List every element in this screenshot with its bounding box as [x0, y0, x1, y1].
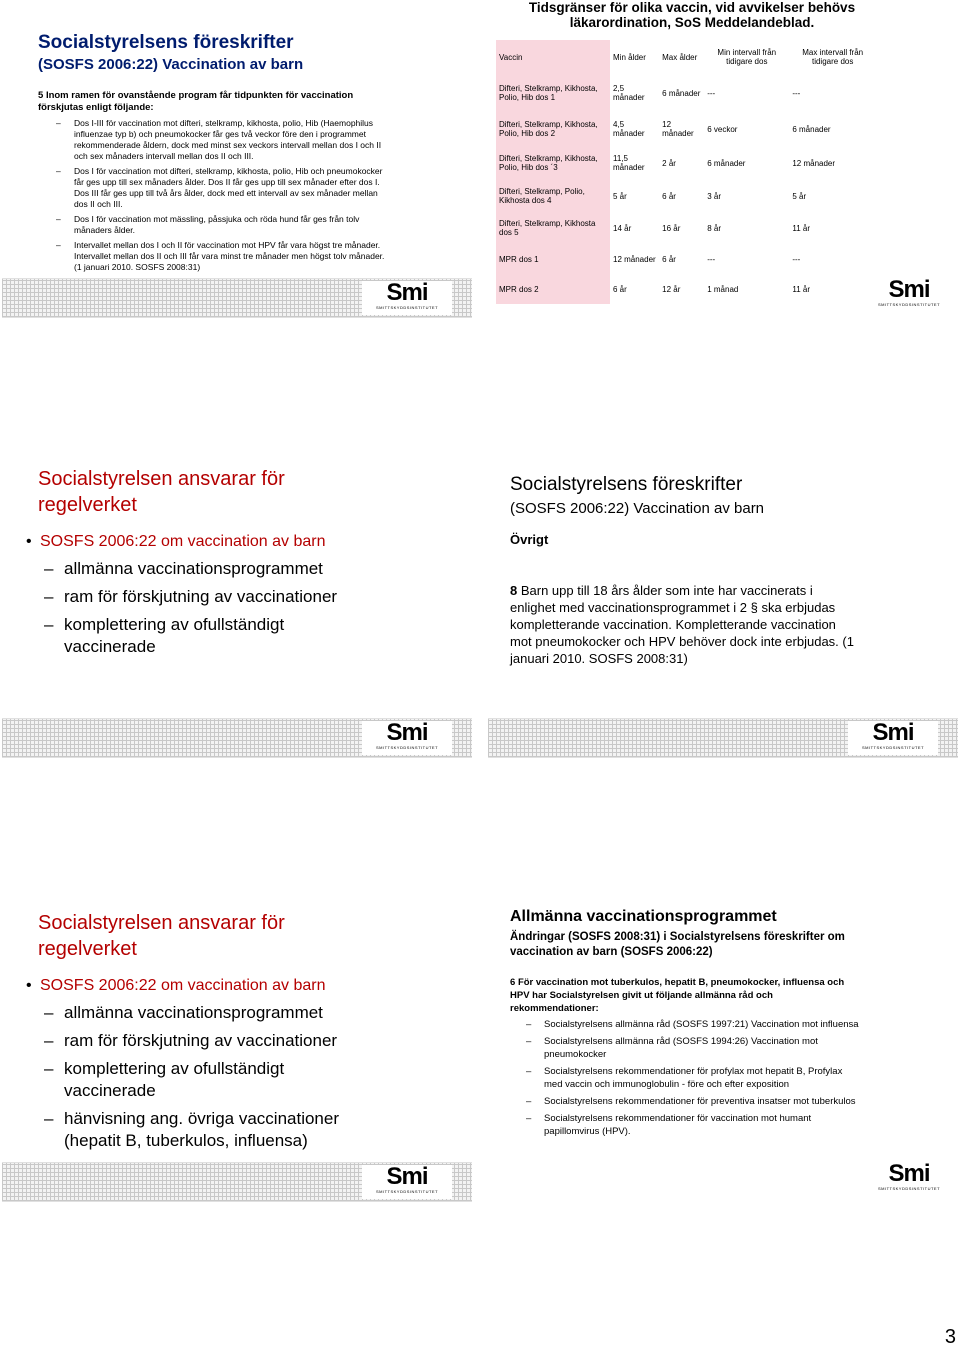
list-item: – Dos I för vaccination mot difteri, stelkramp, kikhosta, polio, Hib och pneumokocker får ges upp till sex månaders ålder. Dos II får ges upp till sex månader efter dos I. Dos III får ges upp till två års ålder, dock med ett intervall av sex månader mellan dos II och III.	[40, 166, 390, 210]
slide-1-list	[40, 118, 390, 277]
slide-6-subtitle: Ändringar (SOSFS 2008:31) i Socialstyrelsens föreskrifter om vaccination av barn (SOSFS 2006:22)	[510, 931, 845, 958]
slide-5-bullet: • SOSFS 2006:22 om vaccination av barn	[26, 977, 326, 994]
sub-item: – komplettering av ofullständigt vaccinerade	[24, 1058, 334, 1102]
smi-logo	[362, 281, 452, 315]
list-item: – Dos I för vaccination mot mässling, påssjuka och röda hund får ges från tolv månaders ålder.	[40, 214, 390, 236]
sub-item: – allmänna vaccinationsprogrammet	[24, 1002, 444, 1024]
slide-3-footer	[2, 718, 472, 758]
smi-logo	[864, 278, 954, 312]
slide-4-para	[510, 582, 860, 667]
sub-item: – allmänna vaccinationsprogrammet	[24, 558, 444, 580]
slide-6-intro: För vaccination mot tuberkulos, hepatit B, pneumokocker, influensa och HPV har Socialstyrelsen givit ut följande allmänna råd och rekommendationer:	[510, 977, 845, 1014]
smi-logo-text: Smi	[888, 276, 930, 303]
smi-logo-text: Smi	[888, 1160, 930, 1187]
smi-logo-text: Smi	[872, 719, 914, 746]
list-item: – Intervallet mellan dos I och II för vaccination mot HPV får vara högst tre månader. Intervallet mellan dos II och III får vara minst tre månader men högst tolv månader. (1 januari 2010. SOSFS 2008:31)	[40, 240, 390, 273]
slide-6	[488, 906, 958, 1206]
slide-6-list	[510, 1018, 860, 1142]
slide-5-body	[24, 976, 444, 1152]
slide-2	[488, 0, 958, 318]
table-row: Difteri, Stelkramp, Kikhosta, Polio, Hib dos 2 4,5 månader 12 månader 6 veckor 6 månader	[496, 112, 876, 146]
header-cell: Min ålder	[613, 52, 646, 62]
slide-4-footer	[488, 718, 958, 758]
slide-5-title: Socialstyrelsen ansvarar för regelverket	[38, 912, 285, 960]
smi-logo	[362, 721, 452, 755]
slide-6-para-num: 6	[510, 977, 516, 988]
header-cell: Min intervall från tidigare dos	[717, 48, 777, 66]
sub-item: – hänvisning ang. övriga vaccinationer (hepatit B, tuberkulos, influensa)	[24, 1108, 394, 1152]
smi-logo-text: Smi	[386, 279, 428, 306]
list-item: – Socialstyrelsens rekommendationer för profylax mot hepatit B, Profylax med vaccin och immunoglobulin - före och efter exposition	[510, 1065, 860, 1091]
slide-4-para-num: 8	[510, 583, 518, 598]
list-item: – Dos I-III för vaccination mot difteri, stelkramp, kikhosta, polio, Hib (Haemophilus influenzae typ b) och pneumokocker får ges två veckor före den i programmet rekommenderade åldern, dock med minst sex veckors intervall mellan dos I och II och sex månaders intervall mellan dos II och III.	[40, 118, 390, 162]
header-cell: Max intervall från tidigare dos	[802, 48, 864, 66]
smi-logo-subtext: SMITTSKYDDSINSTITUTET	[375, 305, 439, 310]
slide-4-text: Barn upp till 18 års ålder som inte har vaccinerats i enlighet med vaccinationsprogrammet i 2 § ska erbjudas kompletterande vaccination. Kompletterande vaccination mot pneumokocker och HPV behöver dock inte erbjudas. (1 januari 2010. SOSFS 2008:31)	[510, 583, 854, 666]
slide-4-section: Övrigt	[510, 532, 549, 547]
slide-4	[488, 462, 958, 762]
table-header-row	[496, 40, 876, 74]
slide-4-title: Socialstyrelsens föreskrifter	[510, 474, 743, 495]
smi-logo-subtext: SMITTSKYDDSINSTITUTET	[877, 1186, 941, 1191]
slide-1-footer	[2, 278, 472, 318]
slide-3-body	[24, 532, 444, 658]
vaccine-table	[496, 40, 876, 304]
smi-logo	[362, 1165, 452, 1199]
table-row: MPR dos 1 12 månader 6 år --- ---	[496, 244, 876, 274]
sub-item: – komplettering av ofullständigt vaccinerade	[24, 614, 334, 658]
list-item: – Socialstyrelsens allmänna råd (SOSFS 1997:21) Vaccination mot influensa	[510, 1018, 860, 1031]
slide-5	[2, 906, 472, 1206]
header-cell: Vaccin	[496, 40, 610, 74]
slide-2-title: Tidsgränser för olika vaccin, vid avvikelser behövs läkarordination, SoS Meddelandeblad.	[528, 0, 856, 30]
slide-1-intro-block	[38, 90, 368, 114]
list-item: – Socialstyrelsens rekommendationer för vaccination mot humant papillomvirus (HPV).	[510, 1112, 860, 1138]
slide-1	[2, 20, 472, 320]
table-row: MPR dos 2 6 år 12 år 1 månad 11 år	[496, 274, 876, 304]
smi-logo-subtext: SMITTSKYDDSINSTITUTET	[375, 1189, 439, 1194]
slide-3-bullet: • SOSFS 2006:22 om vaccination av barn	[26, 533, 326, 550]
table-row: Difteri, Stelkramp, Kikhosta, Polio, Hib dos 1 2,5 månader 6 månader --- ---	[496, 74, 876, 112]
slide-1-title: Socialstyrelsens föreskrifter	[38, 32, 294, 53]
slide-6-intro-block	[510, 976, 860, 1015]
slide-5-footer	[2, 1162, 472, 1202]
smi-logo	[848, 721, 938, 755]
smi-logo	[864, 1162, 954, 1196]
slide-1-intro: Inom ramen för ovanstående program får tidpunkten för vaccination förskjutas enligt följande:	[38, 90, 354, 113]
sub-item: – ram för förskjutning av vaccinationer	[24, 586, 444, 608]
smi-logo-text: Smi	[386, 1163, 428, 1190]
slide-1-para-num: 5	[38, 90, 44, 101]
table-row: Difteri, Stelkramp, Kikhosta dos 5 14 år 16 år 8 år 11 år	[496, 212, 876, 244]
table-row: Difteri, Stelkramp, Kikhosta, Polio, Hib dos ´3 11,5 månader 2 år 6 månader 12 månader	[496, 146, 876, 180]
smi-logo-subtext: SMITTSKYDDSINSTITUTET	[375, 745, 439, 750]
list-item: – Socialstyrelsens rekommendationer för preventiva insatser mot tuberkulos	[510, 1095, 860, 1108]
bullet-icon: •	[26, 533, 32, 550]
slide-1-subtitle: (SOSFS 2006:22) Vaccination av barn	[38, 56, 304, 73]
smi-logo-subtext: SMITTSKYDDSINSTITUTET	[877, 302, 941, 307]
page-number: 3	[944, 1326, 956, 1348]
list-item: – Socialstyrelsens allmänna råd (SOSFS 1994:26) Vaccination mot pneumokocker	[510, 1035, 860, 1061]
slide-4-subtitle: (SOSFS 2006:22) Vaccination av barn	[510, 500, 765, 517]
slide-3	[2, 462, 472, 762]
slide-3-title: Socialstyrelsen ansvarar för regelverket	[38, 468, 285, 516]
bullet-icon: •	[26, 977, 32, 994]
smi-logo-text: Smi	[386, 719, 428, 746]
smi-logo-subtext: SMITTSKYDDSINSTITUTET	[861, 745, 925, 750]
table-row: Difteri, Stelkramp, Polio, Kikhosta dos 4 5 år 6 år 3 år 5 år	[496, 180, 876, 212]
slide-6-title: Allmänna vaccinationsprogrammet	[510, 908, 777, 925]
header-cell: Max ålder	[662, 52, 698, 62]
sub-item: – ram för förskjutning av vaccinationer	[24, 1030, 444, 1052]
